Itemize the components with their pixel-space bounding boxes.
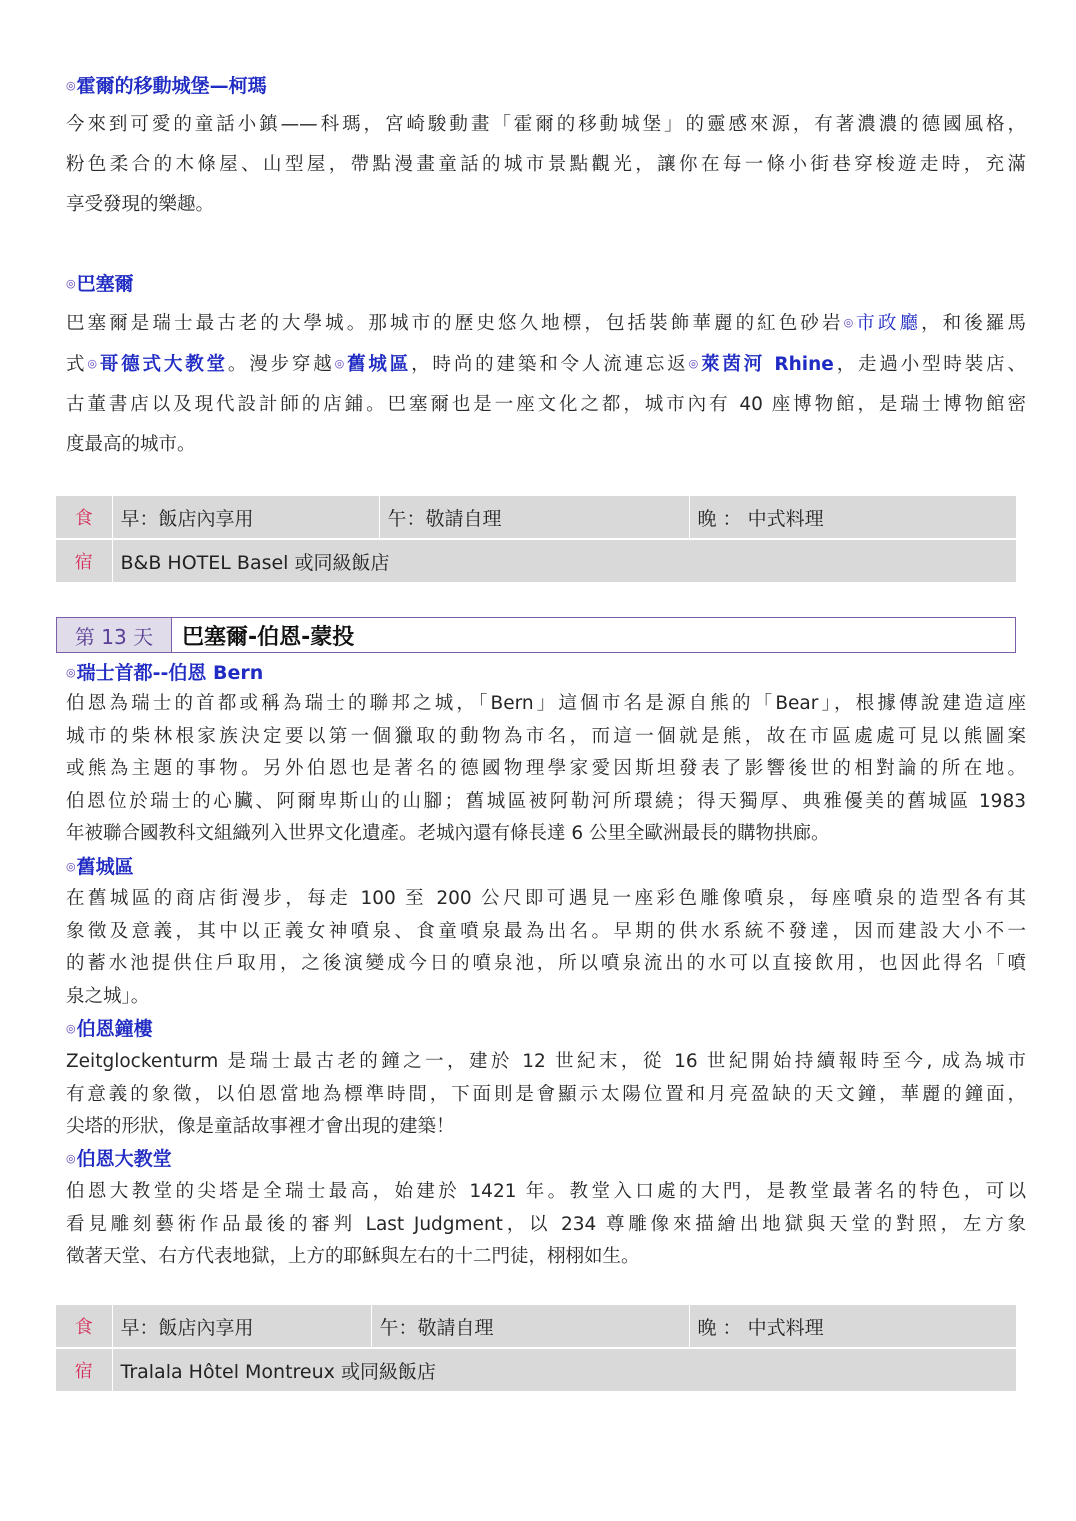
bullet-marker-icon: ◎ [66, 860, 76, 873]
paragraph-line: 在舊城區的商店街漫步，每走 100 至 200 公尺即可遇見一座彩色雕像噴泉，每座噴泉的造型各有其 [66, 888, 1026, 909]
paragraph-line: Zeitglockenturm 是瑞士最古老的鐘之一，建於 12 世紀末，從 16 世紀開始持續報時至今, 成為城市 [66, 1051, 1026, 1072]
breakfast-cell: 早：飯店內享用 [112, 496, 379, 539]
bullet-marker-icon: ◎ [66, 666, 76, 679]
paragraph-line: 徵著天堂、右方代表地獄，上方的耶穌與左右的十二門徒，栩栩如生。 [66, 1246, 640, 1267]
paragraph-line: 伯恩為瑞士的首都或稱為瑞士的聯邦之城，「Bern」這個市名是源自熊的「Bear」，根據傳說建造這座 [66, 693, 1026, 714]
bullet-marker-icon: ◎ [66, 79, 76, 92]
paragraph-line: 度最高的城市。 [66, 434, 196, 455]
dinner-cell: 晚 ： 中式料理 [689, 496, 1016, 539]
food-label: 食 [56, 496, 112, 539]
bullet-marker-icon: ◎ [66, 277, 76, 290]
paragraph-line: 式◎哥德式大教堂。漫步穿越◎舊城區，時尚的建築和令人流連忘返◎萊茵河 Rhine，走過小型時裝店、 [66, 354, 1026, 375]
section-heading-clock-tower: ◎伯恩鐘樓 [66, 1018, 153, 1040]
section-heading-basel: ◎巴塞爾 [66, 273, 134, 295]
food-label: 食 [56, 1305, 112, 1348]
old-town-paragraph [66, 883, 1026, 1013]
paragraph-line: 的蓄水池提供住戶取用，之後演變成今日的噴泉池，所以噴泉流出的水可以直接飲用，也因此得名「噴 [66, 953, 1026, 974]
bullet-marker-icon: ◎ [688, 357, 702, 370]
hotel-cell: B&B HOTEL Basel 或同級飯店 [112, 539, 1016, 582]
bullet-marker-icon: ◎ [843, 316, 857, 329]
paragraph-line: 古董書店以及現代設計師的店鋪。巴塞爾也是一座文化之都，城市內有 40 座博物館，是瑞士博物館密 [66, 394, 1026, 415]
paragraph-line: 泉之城」。 [66, 985, 150, 1007]
paragraph-line: 伯恩位於瑞士的心臟、阿爾卑斯山的山腳；舊城區被阿勒河所環繞；得天獨厚、典雅優美的舊城區 1983 [66, 790, 1026, 812]
paragraph-line: 伯恩大教堂的尖塔是全瑞士最高，始建於 1421 年。教堂入口處的大門，是教堂最著名的特色，可以 [66, 1181, 1026, 1202]
paragraph-line: 尖塔的形狀，像是童話故事裡才會出現的建築！ [66, 1116, 455, 1137]
day-title: 巴塞爾-伯恩-蒙投 [182, 624, 355, 650]
paragraph-line: 象徵及意義，其中以正義女神噴泉、食童噴泉最為出名。早期的供水系統不發達，因而建設大小不一 [66, 920, 1026, 942]
breakfast-cell: 早：飯店內享用 [112, 1305, 371, 1348]
paragraph-line: 享受發現的樂趣。 [66, 194, 215, 215]
dinner-cell: 晚 ： 中式料理 [689, 1305, 1016, 1348]
keyword-town-hall: ◎市政廳 [843, 313, 922, 334]
paragraph-line: 有意義的象徵，以伯恩當地為標準時間，下面則是會顯示太陽位置和月亮盈缺的天文鐘，華麗的鐘面， [66, 1083, 1026, 1105]
bullet-marker-icon: ◎ [87, 357, 100, 370]
cathedral-paragraph [66, 1176, 1026, 1274]
clock-tower-paragraph [66, 1046, 1026, 1144]
section-heading-old-town: ◎舊城區 [66, 856, 134, 878]
paragraph-line: 看見雕刻藝術作品最後的審判 Last Judgment，以 234 尊雕像來描繪出地獄與天堂的對照，左方象 [66, 1213, 1026, 1235]
hotel-cell: Tralala Hôtel Montreux 或同級飯店 [112, 1348, 1016, 1391]
meal-table-bern [56, 1305, 1016, 1391]
paragraph-line: 巴塞爾是瑞士最古老的大學城。那城市的歷史悠久地標，包括裝飾華麗的紅色砂岩◎市政廳，和後羅馬 [66, 313, 1026, 334]
day-header [56, 617, 1016, 653]
day-number: 第 13 天 [57, 618, 172, 652]
keyword-gothic-cathedral: ◎哥德式大教堂 [87, 354, 228, 375]
keyword-rhine: ◎萊茵河 Rhine [688, 354, 834, 375]
bern-paragraph [66, 688, 1026, 851]
colmar-paragraph [66, 105, 1026, 225]
keyword-old-town: ◎舊城區 [334, 354, 412, 375]
bullet-marker-icon: ◎ [66, 1152, 76, 1165]
paragraph-line: 城市的柴林根家族決定要以第一個獵取的動物為市名，而這一個就是熊，故在市區處處可見以熊圖案 [66, 725, 1026, 747]
paragraph-line: 今來到可愛的童話小鎮——科瑪，宮崎駿動畫「霍爾的移動城堡」的靈感來源，有著濃濃的德國風格， [66, 114, 1026, 135]
section-heading-bern: ◎瑞士首都--伯恩 Bern [66, 662, 264, 684]
basel-paragraph [66, 303, 1026, 465]
bullet-marker-icon: ◎ [66, 1022, 76, 1035]
lunch-cell: 午：敬請自理 [379, 496, 689, 539]
paragraph-line: 或熊為主題的事物。另外伯恩也是著名的德國物理學家愛因斯坦發表了影響後世的相對論的所在地。 [66, 758, 1026, 779]
section-heading-cathedral: ◎伯恩大教堂 [66, 1148, 172, 1170]
meal-table-basel [56, 496, 1016, 582]
stay-label: 宿 [56, 539, 112, 582]
stay-label: 宿 [56, 1348, 112, 1391]
paragraph-line: 年被聯合國教科文組織列入世界文化遺產。老城內還有條長達 6 公里全歐洲最長的購物拱廊。 [66, 823, 830, 844]
bullet-marker-icon: ◎ [334, 357, 348, 370]
paragraph-line: 粉色柔合的木條屋、山型屋，帶點漫畫童話的城市景點觀光，讓你在每一條小街巷穿梭遊走時，充滿 [66, 154, 1026, 175]
lunch-cell: 午：敬請自理 [371, 1305, 689, 1348]
section-heading-colmar: ◎霍爾的移動城堡—柯瑪 [66, 75, 267, 97]
